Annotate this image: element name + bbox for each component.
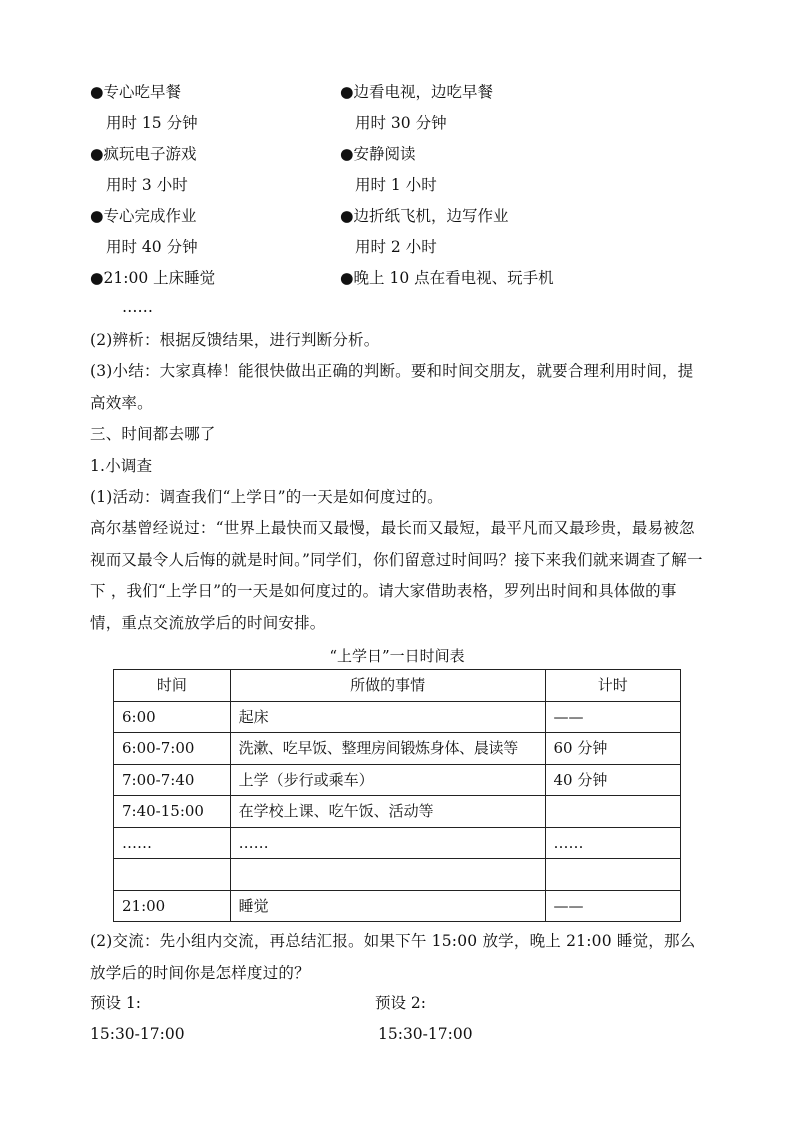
table-cell: 洗漱、吃早饭、整理房间锻炼身体、晨读等 xyxy=(230,733,545,765)
table-cell: 上学（步行或乘车） xyxy=(230,764,545,796)
item-duration: 用时 40 分钟 xyxy=(106,238,198,256)
table-cell: 21:00 xyxy=(114,890,231,922)
table-cell: …… xyxy=(545,827,680,859)
list-item xyxy=(340,82,493,102)
preset-2-label: 预设 2: xyxy=(375,994,427,1012)
table-row xyxy=(114,764,681,796)
table-cell: 6:00-7:00 xyxy=(114,733,231,765)
table-cell: …… xyxy=(114,827,231,859)
list-item xyxy=(90,144,197,164)
table-row xyxy=(114,733,681,765)
table-cell: —— xyxy=(545,701,680,733)
item-text: 疯玩电子游戏 xyxy=(103,145,197,163)
table-cell: 睡觉 xyxy=(230,890,545,922)
paragraph-analysis: (2)辨析：根据反馈结果，进行判断分析。 xyxy=(90,331,380,349)
table-cell: 在学校上课、吃午饭、活动等 xyxy=(230,796,545,828)
list-item xyxy=(90,268,215,288)
preset-1-time: 15:30-17:00 xyxy=(90,1025,185,1043)
item-text: 21:00 上床睡觉 xyxy=(103,269,216,287)
table-header-row xyxy=(114,670,681,702)
item-duration: 用时 15 分钟 xyxy=(106,114,198,132)
item-text: 边看电视，边吃早餐 xyxy=(353,83,494,101)
column-header: 所做的事情 xyxy=(230,670,545,702)
table-cell xyxy=(230,859,545,891)
list-item xyxy=(340,268,554,288)
list-item xyxy=(90,206,197,226)
table-cell: 起床 xyxy=(230,701,545,733)
column-header: 计时 xyxy=(545,670,680,702)
table-cell: 60 分钟 xyxy=(545,733,680,765)
table-cell xyxy=(545,859,680,891)
table-cell: …… xyxy=(230,827,545,859)
paragraph-activity: (1)活动：调查我们“上学日”的一天是如何度过的。 xyxy=(90,488,443,506)
item-duration: 用时 1 小时 xyxy=(355,176,437,194)
table-cell: 7:40-15:00 xyxy=(114,796,231,828)
item-duration: 用时 30 分钟 xyxy=(355,114,447,132)
ellipsis: …… xyxy=(122,298,153,316)
table-caption: “上学日”一日时间表 xyxy=(329,647,465,665)
paragraph-exchange: (2)交流：先小组内交流，再总结汇报。如果下午 15:00 放学，晚上 21:00 睡觉，那么放学后的时间你是怎样度过的？ xyxy=(90,932,696,982)
section-heading: 三、时间都去哪了 xyxy=(90,425,216,443)
item-text: 晚上 10 点在看电视、玩手机 xyxy=(353,269,554,287)
item-text: 边折纸飞机，边写作业 xyxy=(353,207,509,225)
table-cell: 6:00 xyxy=(114,701,231,733)
column-header: 时间 xyxy=(114,670,231,702)
table-row xyxy=(114,796,681,828)
table-cell xyxy=(114,859,231,891)
list-item xyxy=(340,206,509,226)
schedule-table xyxy=(113,669,681,922)
list-item xyxy=(340,144,416,164)
item-text: 专心吃早餐 xyxy=(103,83,182,101)
table-cell: —— xyxy=(545,890,680,922)
paragraph-quote: 高尔基曾经说过：“世界上最快而又最慢，最长而又最短，最平凡而又最珍贵，最易被忽视而又最令人后悔的就是时间。”同学们，你们留意过时间吗？接下来我们就来调查了解一下 ，我们“上学日”的一天是如何度过的。请大家借助表格，罗列出时间和具体做的事情，重点交流放学后的时间安排。 xyxy=(90,519,703,632)
list-item xyxy=(90,82,181,102)
preset-1-label: 预设 1: xyxy=(90,994,142,1012)
table-row xyxy=(114,859,681,891)
preset-2-time: 15:30-17:00 xyxy=(378,1025,473,1043)
item-text: 专心完成作业 xyxy=(103,207,197,225)
item-duration: 用时 2 小时 xyxy=(355,238,437,256)
table-row xyxy=(114,890,681,922)
table-cell: 40 分钟 xyxy=(545,764,680,796)
item-duration: 用时 3 小时 xyxy=(106,176,188,194)
item-text: 安静阅读 xyxy=(353,145,416,163)
subsection-heading: 1.小调查 xyxy=(90,457,153,475)
table-row xyxy=(114,827,681,859)
paragraph-summary: (3)小结：大家真棒！能很快做出正确的判断。要和时间交朋友，就要合理利用时间，提高效率。 xyxy=(90,362,694,412)
table-cell xyxy=(545,796,680,828)
table-row xyxy=(114,701,681,733)
table-cell: 7:00-7:40 xyxy=(114,764,231,796)
